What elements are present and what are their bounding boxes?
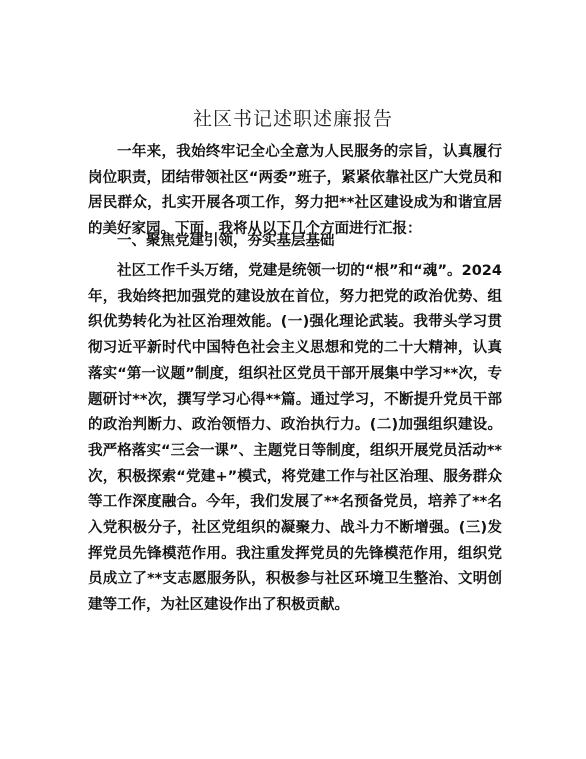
document-title: 社区书记述职述廉报告 xyxy=(192,108,393,130)
body-paragraph: 社区工作千头万绪，党建是统领一切的“根”和“魂”。2024 年，我始终把加强党的建设放在首位，努力把党的政治优势、组织优势转化为社区治理效能。(一)强化理论武装。我带头学习贯彻习近平新时代中国特色社会主义思想和党的二十大精神，认真落实“第一议题”制度，组织社区党员干部开展集中学习**次，专题研讨**次，撰写学习心得**篇。通过学习，不断提升党员干部的政治判断力、政治领悟力、政治执行力。(二)加强组织建设。我严格落实“三会一课”、主题党日等制度，组织开展党员活动**次，积极探索“党建+”模式，将党建工作与社区治理、服务群众等工作深度融合。今年，我们发展了**名预备党员，培养了**名入党积极分子，社区党组织的凝聚力、战斗力不断增强。(三)发挥党员先锋模范作用。我注重发挥党员的先锋模范作用，组织党员成立了**支志愿服务队，积极参与社区环境卫生整治、文明创建等工作，为社区建设作出了积极贡献。 xyxy=(88,263,502,614)
section-heading: 一、聚焦党建引领，夯实基层基础 xyxy=(117,233,335,249)
intro-paragraph: 一年来，我始终牢记全心全意为人民服务的宗旨，认真履行岗位职责，团结带领社区“两委”班子，紧紧依靠社区广大党员和居民群众，扎实开展各项工作，努力把**社区建设成为和谐宜居的美好家园。下面，我将从以下几个方面进行汇报： xyxy=(88,144,502,238)
